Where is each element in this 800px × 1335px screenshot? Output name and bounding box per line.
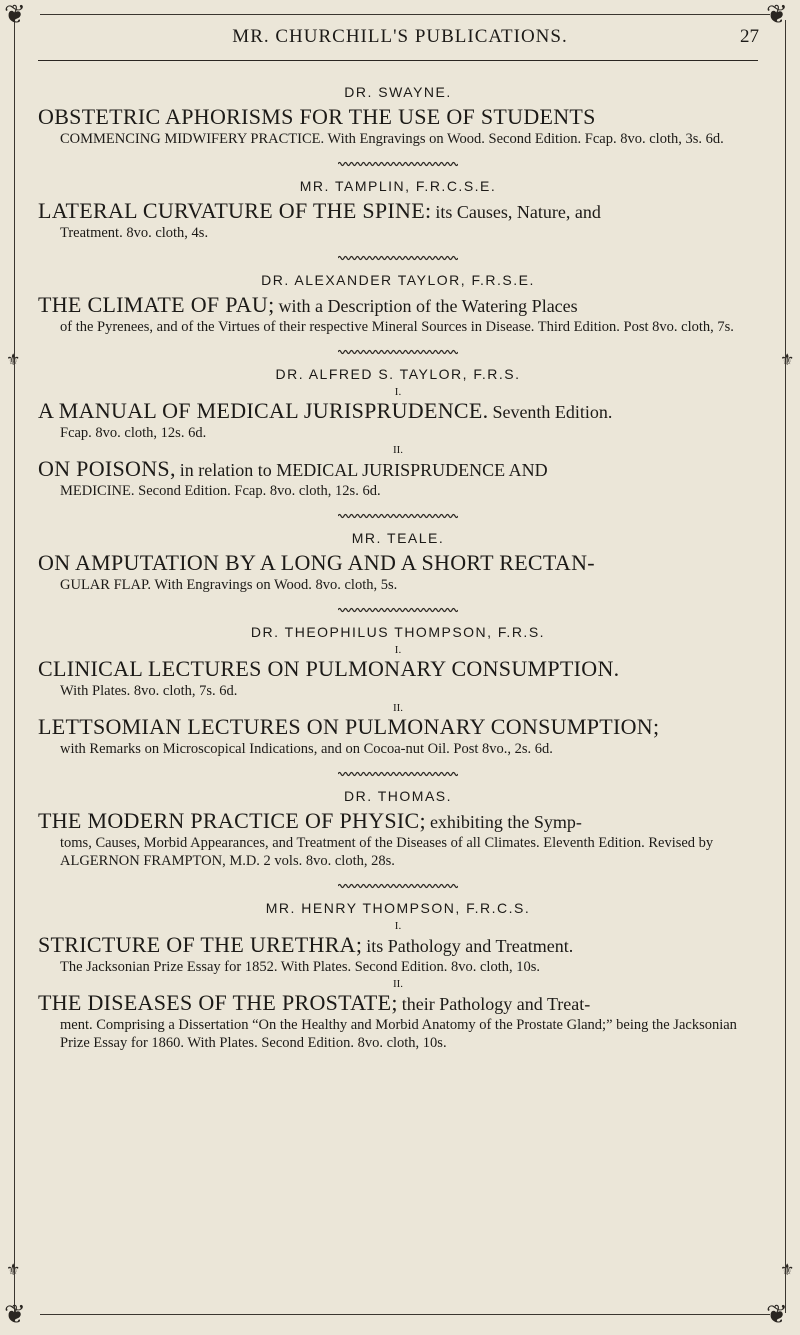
work-number: I. <box>394 644 402 656</box>
work-title-continuation: its Causes, Nature, and <box>435 202 601 222</box>
work-description: GULAR FLAP. With Engravings on Wood. 8vo. cloth, 5s. <box>60 577 398 593</box>
wavy-divider-icon <box>338 512 458 520</box>
work-title-continuation: exhibiting the Symp- <box>429 812 582 832</box>
wavy-divider-icon <box>338 254 458 262</box>
catalogue-content <box>38 74 758 1052</box>
work-number: II. <box>392 444 404 456</box>
work-listing <box>38 104 758 148</box>
wavy-divider-icon <box>338 882 458 890</box>
work-title: LETTSOMIAN LECTURES ON PULMONARY CONSUMPTION; <box>38 714 660 739</box>
work-title: THE MODERN PRACTICE OF PHYSIC; <box>38 808 426 833</box>
side-ornament-icon: ⚜ <box>6 1260 21 1279</box>
work-title-continuation: their Pathology and Treat- <box>401 994 591 1014</box>
author-heading: MR. TAMPLIN, F.R.C.S.E. <box>299 178 497 194</box>
bottom-border-rule <box>40 1314 770 1315</box>
work-description: ment. Comprising a Dissertation “On the Healthy and Morbid Anatomy of the Prostate Gland;” being the Jacksonian Prize Essay for 1860. With Plates. Second Edition. 8vo. cloth, 10s. <box>60 1017 737 1051</box>
author-heading: DR. ALEXANDER TAYLOR, F.R.S.E. <box>261 272 535 288</box>
work-number: I. <box>394 920 402 932</box>
work-listing <box>38 292 758 336</box>
work-title: LATERAL CURVATURE OF THE SPINE: <box>38 198 432 223</box>
catalogue-entry <box>38 178 758 262</box>
work-listing <box>38 932 758 976</box>
work-listing <box>38 550 758 594</box>
work-title: OBSTETRIC APHORISMS FOR THE USE OF STUDENTS <box>38 104 596 129</box>
work-description: With Plates. 8vo. cloth, 7s. 6d. <box>60 683 238 699</box>
work-description: Fcap. 8vo. cloth, 12s. 6d. <box>60 425 207 441</box>
author-heading: DR. SWAYNE. <box>344 84 452 100</box>
corner-ornament-icon: ❦ <box>766 0 788 30</box>
page-number: 27 <box>740 26 759 47</box>
work-listing <box>38 656 758 700</box>
work-title-continuation: Seventh Edition. <box>492 402 613 422</box>
corner-ornament-icon: ❦ <box>4 0 26 30</box>
author-heading: MR. HENRY THOMPSON, F.R.C.S. <box>265 900 531 916</box>
work-description: Treatment. 8vo. cloth, 4s. <box>60 225 209 241</box>
work-description: of the Pyrenees, and of the Virtues of their respective Mineral Sources in Disease. Third Edition. Post 8vo. cloth, 7s. <box>60 319 734 335</box>
work-title-continuation: its Pathology and Treatment. <box>366 936 574 956</box>
side-ornament-icon: ⚜ <box>780 1260 795 1279</box>
work-description: toms, Causes, Morbid Appearances, and Treatment of the Diseases of all Climates. Eleventh Edition. Revised by ALGERNON FRAMPTON, M.D. 2 vols. 8vo. cloth, 28s. <box>60 835 714 869</box>
catalogue-entry <box>38 624 758 778</box>
author-heading: DR. ALFRED S. TAYLOR, F.R.S. <box>275 366 521 382</box>
author-heading: MR. TEALE. <box>351 530 445 546</box>
wavy-divider-icon <box>338 770 458 778</box>
work-title: ON AMPUTATION BY A LONG AND A SHORT RECTAN- <box>38 550 595 575</box>
work-listing <box>38 990 758 1052</box>
work-description: COMMENCING MIDWIFERY PRACTICE. With Engravings on Wood. Second Edition. Fcap. 8vo. cloth, 3s. 6d. <box>60 131 724 147</box>
work-listing <box>38 198 758 242</box>
catalogue-entry <box>38 530 758 614</box>
work-title: A MANUAL OF MEDICAL JURISPRUDENCE. <box>38 398 489 423</box>
catalogue-entry <box>38 788 758 890</box>
work-title-continuation: in relation to MEDICAL JURISPRUDENCE AND <box>179 460 548 480</box>
work-title: STRICTURE OF THE URETHRA; <box>38 932 363 957</box>
catalogue-entry <box>38 900 758 1052</box>
work-title: THE CLIMATE OF PAU; <box>38 292 275 317</box>
work-number: II. <box>392 702 404 714</box>
work-listing <box>38 456 758 500</box>
side-ornament-icon: ⚜ <box>780 350 795 369</box>
work-title-continuation: with a Description of the Watering Places <box>278 296 578 316</box>
wavy-divider-icon <box>338 160 458 168</box>
author-heading: DR. THOMAS. <box>343 788 453 804</box>
work-listing <box>38 714 758 758</box>
work-title: CLINICAL LECTURES ON PULMONARY CONSUMPTION. <box>38 656 620 681</box>
work-description: MEDICINE. Second Edition. Fcap. 8vo. cloth, 12s. 6d. <box>60 483 381 499</box>
catalogue-entry <box>38 366 758 520</box>
work-listing <box>38 808 758 870</box>
header-rule <box>38 60 758 61</box>
left-border-rule <box>14 20 15 1313</box>
wavy-divider-icon <box>338 606 458 614</box>
work-description: with Remarks on Microscopical Indications, and on Cocoa-nut Oil. Post 8vo., 2s. 6d. <box>60 741 553 757</box>
corner-ornament-icon: ❦ <box>4 1300 26 1330</box>
catalogue-entry <box>38 84 758 168</box>
side-ornament-icon: ⚜ <box>6 350 21 369</box>
work-title: ON POISONS, <box>38 456 176 481</box>
work-listing <box>38 398 758 442</box>
work-title: THE DISEASES OF THE PROSTATE; <box>38 990 398 1015</box>
right-border-rule <box>785 20 786 1313</box>
work-description: The Jacksonian Prize Essay for 1852. With Plates. Second Edition. 8vo. cloth, 10s. <box>60 959 540 975</box>
corner-ornament-icon: ❦ <box>766 1300 788 1330</box>
work-number: I. <box>394 386 402 398</box>
catalogue-entry <box>38 272 758 356</box>
top-border-rule <box>40 14 770 15</box>
author-heading: DR. THEOPHILUS THOMPSON, F.R.S. <box>250 624 546 640</box>
wavy-divider-icon <box>338 348 458 356</box>
work-number: II. <box>392 978 404 990</box>
running-head: MR. CHURCHILL'S PUBLICATIONS. <box>232 26 568 47</box>
